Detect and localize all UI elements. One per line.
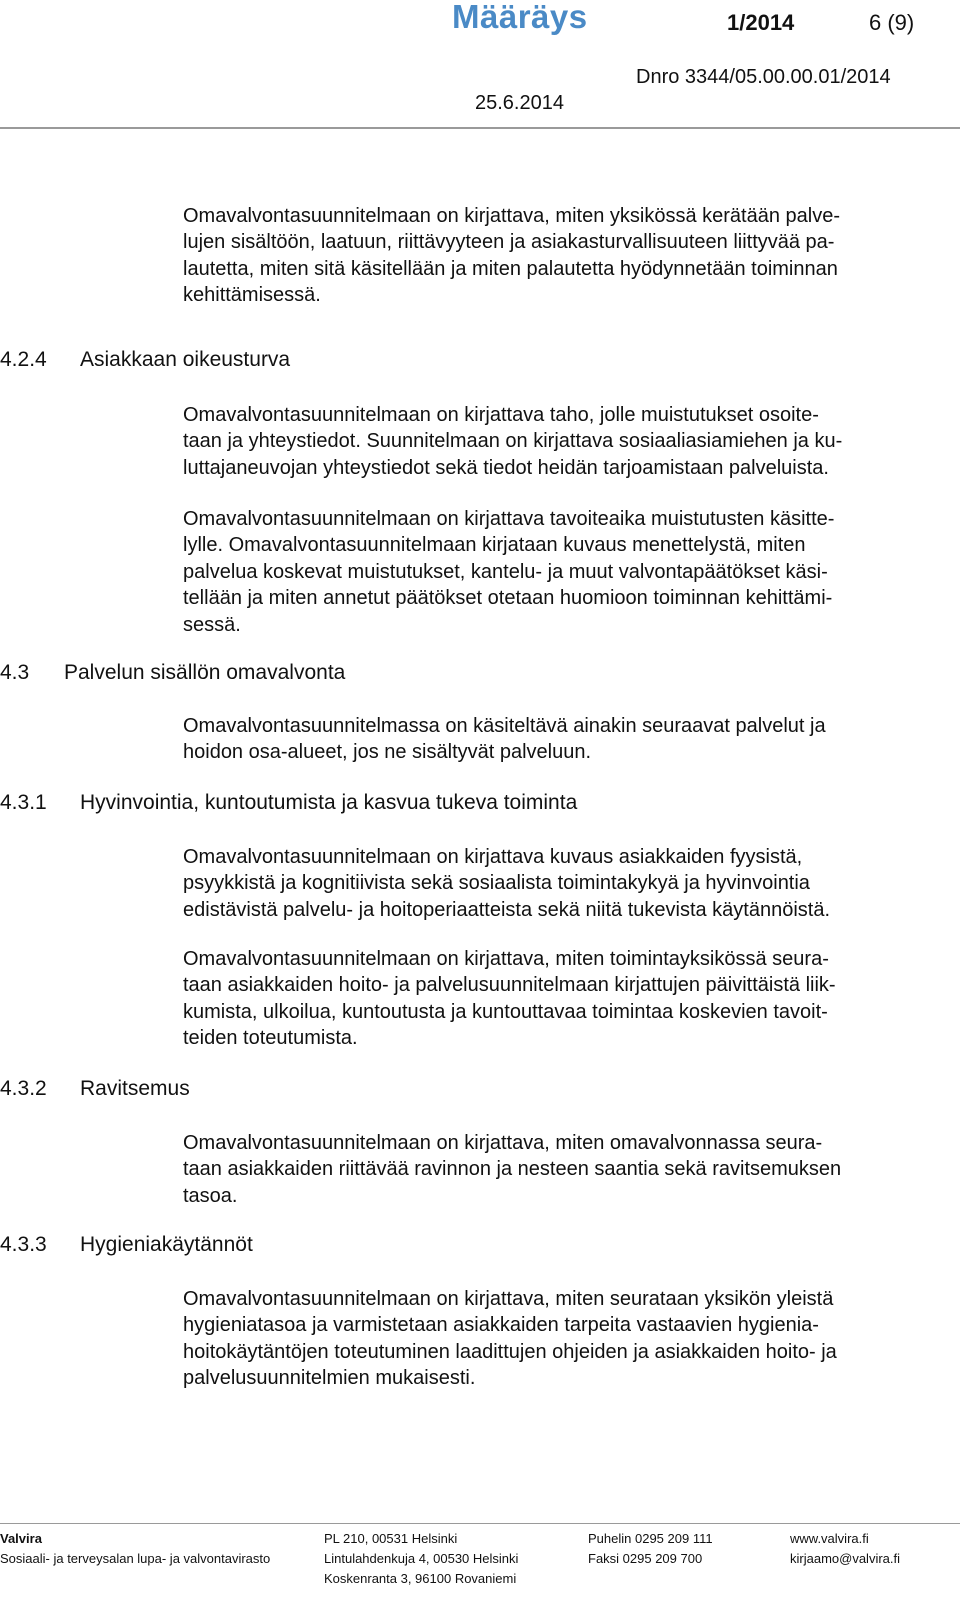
heading-4-3-3 <box>0 1233 253 1257</box>
paragraph-complaint-handling: Omavalvontasuunnitelmaan on kirjattava tavoiteaika muistutusten käsitte- lylle. Omavalvontasuunnitelmaan kirjataan kuvaus menettelystä, miten palvelua koskevat muistutukset, kantelu- ja muut valvontapäätökset käsi- tellään ja miten annetut päätökset otetaan huomioon toiminnan kehittämi- sessä. <box>183 508 835 636</box>
heading-4-2-4 <box>0 348 290 372</box>
heading-4-3-1 <box>0 791 577 815</box>
paragraph-nutrition: Omavalvontasuunnitelmaan on kirjattava, miten omavalvonnassa seura- taan asiakkaiden riittävää ravinnon ja nesteen saantia sekä ravitsemuksen tasoa. <box>183 1132 842 1207</box>
heading-number: 4.3.2 <box>0 1077 47 1100</box>
heading-4-3-2 <box>0 1077 190 1101</box>
footer-org-full: Sosiaali- ja terveysalan lupa- ja valvontavirasto <box>0 1551 271 1566</box>
footer-divider <box>0 1523 960 1524</box>
paragraph-feedback: Omavalvontasuunnitelmaan on kirjattava, miten yksikössä kerätään palve- lujen sisältöön, laatuun, riittävyyteen ja asiakasturvallisuuteen liittyvää pa- lautetta, miten sitä käsitellään ja miten palautetta hyödynnetään toiminnan kehittämisessä. <box>183 205 840 307</box>
footer-website-link[interactable]: www.valvira.fi <box>790 1531 869 1546</box>
heading-number: 4.2.4 <box>0 348 47 371</box>
footer-org: Valvira <box>0 1531 42 1546</box>
paragraph-activity-followup: Omavalvontasuunnitelmaan on kirjattava, miten toimintayksikössä seura- taan asiakkaiden hoito- ja palvelusuunnitelmaan kirjattujen päivittäistä liik- kumista, ulkoilua, kuntoutusta ja kuntouttavaa toimintaa koskevien tavoit- teiden toteutumista. <box>183 948 836 1050</box>
heading-text: Hyvinvointia, kuntoutumista ja kasvua tukeva toiminta <box>80 791 578 814</box>
paragraph-wellbeing-principles: Omavalvontasuunnitelmaan on kirjattava kuvaus asiakkaiden fyysistä, psyykkistä ja kognitiivista sekä sosiaalista toimintakykyä ja hyvinvointia edistävistä palvelu- ja hoitoperiaatteista sekä niitä tukevista käytännöistä. <box>183 846 831 921</box>
heading-4-3 <box>0 661 345 685</box>
diary-number: Dnro 3344/05.00.00.01/2014 <box>636 66 891 88</box>
document-date: 25.6.2014 <box>475 92 564 114</box>
document-number: 1/2014 <box>727 10 795 35</box>
footer-fax: Faksi 0295 209 700 <box>588 1551 703 1566</box>
footer-phone: Puhelin 0295 209 111 <box>588 1531 713 1546</box>
page-indicator: 6 (9) <box>869 10 915 35</box>
header-divider <box>0 127 960 129</box>
paragraph-service-areas: Omavalvontasuunnitelmassa on käsiteltävä ainakin seuraavat palvelut ja hoidon osa-alueet, jos ne sisältyvät palveluun. <box>183 715 826 764</box>
footer-email-link[interactable]: kirjaamo@valvira.fi <box>790 1551 900 1566</box>
heading-text: Palvelun sisällön omavalvonta <box>64 661 346 684</box>
paragraph-contact-info: Omavalvontasuunnitelmaan on kirjattava taho, jolle muistutukset osoite- taan ja yhteystiedot. Suunnitelmaan on kirjattava sosiaaliasiamiehen ja ku- luttajaneuvojan yhteystiedot sekä tiedot heidän tarjoamistaan palveluista. <box>183 404 843 479</box>
footer-address-visiting: Lintulahdenkuja 4, 00530 Helsinki <box>324 1551 519 1566</box>
heading-number: 4.3 <box>0 661 30 684</box>
heading-number: 4.3.1 <box>0 791 47 814</box>
heading-text: Asiakkaan oikeusturva <box>80 348 291 371</box>
footer-address-rovaniemi: Koskenranta 3, 96100 Rovaniemi <box>324 1571 517 1586</box>
paragraph-hygiene: Omavalvontasuunnitelmaan on kirjattava, miten seurataan yksikön yleistä hygieniatasoa ja varmistetaan asiakkaiden tarpeita vastaavien hygienia- hoitokäytäntöjen toteutuminen laadittujen ohjeiden ja asiakkaiden hoito- ja palvelusuunnitelmien mukaisesti. <box>183 1288 837 1390</box>
heading-number: 4.3.3 <box>0 1233 47 1256</box>
document-type-title: Määräys <box>452 0 588 35</box>
heading-text: Ravitsemus <box>80 1077 190 1100</box>
footer-address-postal: PL 210, 00531 Helsinki <box>324 1531 458 1546</box>
heading-text: Hygieniakäytännöt <box>80 1233 253 1256</box>
